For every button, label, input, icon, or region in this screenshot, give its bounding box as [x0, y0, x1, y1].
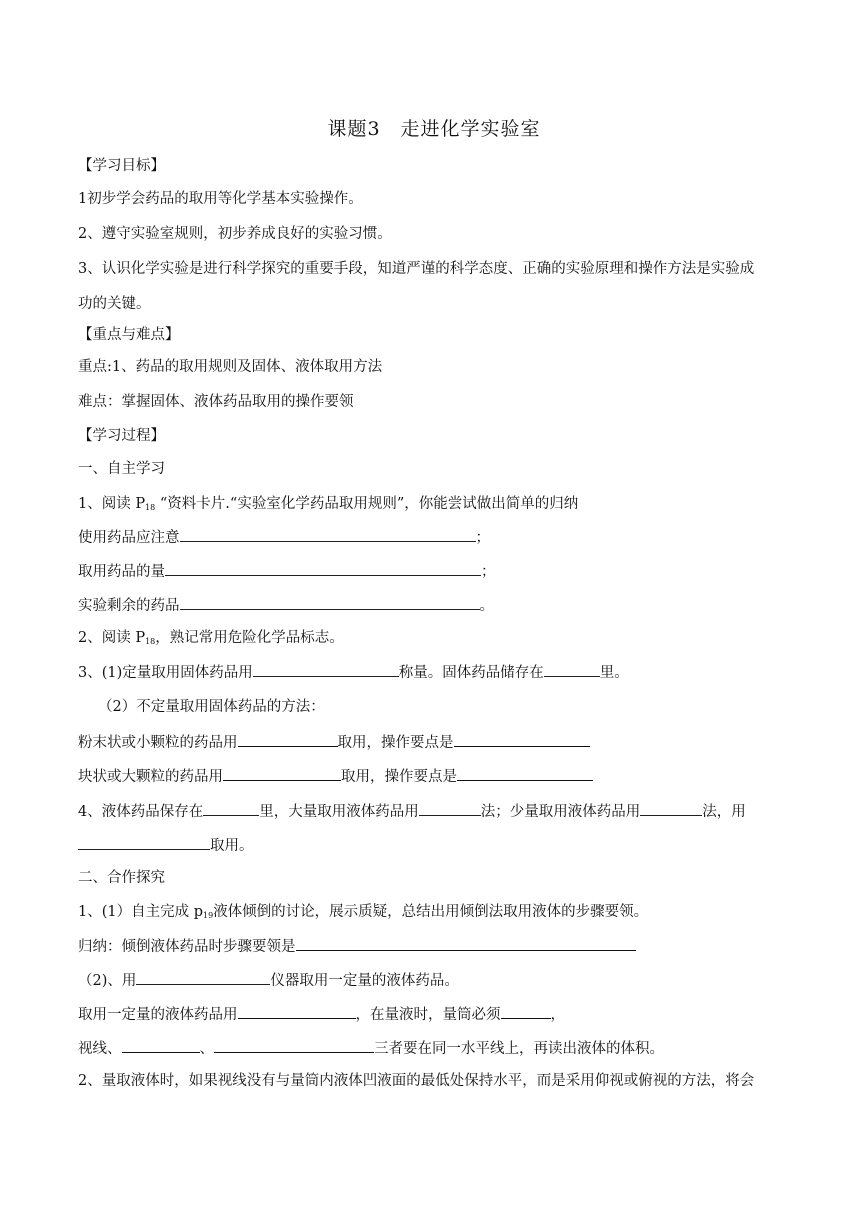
coop-sight-blank-2[interactable] [214, 1038, 374, 1053]
q1-a-blank[interactable] [180, 527, 476, 542]
question-4-cont [78, 835, 254, 856]
q3-powder-mid: 取用，操作要点是 [337, 735, 454, 751]
q4-blank-1[interactable] [203, 801, 259, 816]
coop-q1-prefix: 1、(1）自主完成 p [78, 904, 203, 920]
q4-mid1: 里，大量取用液体药品用 [259, 804, 419, 820]
q3-block-label: 块状或大颗粒的药品用 [78, 769, 223, 785]
page-title: 课题3 走进化学实验室 [327, 118, 541, 140]
q3-powder-blank-1[interactable] [238, 732, 338, 747]
difficulty: 难点：掌握固体、液体药品取用的操作要领 [78, 394, 354, 410]
process-heading: 【学习过程】 [78, 428, 165, 444]
q1-a [78, 527, 490, 548]
question-3a [78, 662, 629, 683]
goal-2: 2、遵守实验室规则，初步养成良好的实验习惯。 [78, 226, 392, 242]
coop-q1b [78, 970, 459, 991]
coop-q1b-prefix: （2)、用 [78, 973, 137, 989]
q3-a-mid: 称量。固体药品储存在 [398, 665, 544, 681]
coop-measure-end: ， [550, 1007, 565, 1023]
q3-a-end: 里。 [599, 665, 629, 681]
q3-block [78, 766, 593, 787]
q4-blank-4[interactable] [78, 835, 210, 850]
q1-page-sub: 18 [145, 503, 156, 512]
coop-heading: 二、合作探究 [78, 870, 165, 886]
coop-q1 [78, 902, 648, 926]
q3-a-blank-2[interactable] [544, 662, 600, 677]
q4-mid3: 法，用 [702, 804, 746, 820]
coop-summary-blank[interactable] [296, 936, 636, 951]
coop-q1-sub: 19 [203, 911, 214, 920]
coop-q1b-blank[interactable] [136, 970, 270, 985]
question-4 [78, 801, 746, 822]
q3-powder [78, 732, 590, 753]
goals-heading: 【学习目标】 [78, 158, 165, 174]
coop-summary [78, 936, 636, 957]
q3-powder-label: 粉末状或小颗粒的药品用 [78, 735, 238, 751]
q3-powder-blank-2[interactable] [454, 732, 590, 747]
coop-sight [78, 1038, 664, 1059]
goal-3-line-1: 3、认识化学实验是进行科学探究的重要手段，知道严谨的科学态度、正确的实验原理和操作方法是实验成 [78, 261, 755, 277]
coop-sight-mid: 、 [199, 1041, 214, 1057]
q1-c-blank[interactable] [180, 595, 480, 610]
q1-c-label: 实验剩余的药品 [78, 598, 180, 614]
coop-q1-suffix: 液体倾倒的讨论，展示质疑，总结出用倾倒法取用液体的步骤要领。 [213, 904, 649, 920]
q3-a-prefix: 3、(1)定量取用固体药品用 [78, 665, 253, 681]
q2-prefix: 2、阅读 P [78, 630, 146, 646]
q1-suffix: “资料卡片.“实验室化学药品取用规则”，你能尝试做出简单的归纳 [155, 496, 579, 512]
question-1 [78, 494, 578, 518]
q4-blank-3[interactable] [640, 801, 702, 816]
coop-sight-end: 三者要在同一水平线上，再读出液体的体积。 [374, 1041, 664, 1057]
q1-prefix: 1、阅读 P [78, 496, 146, 512]
q3-block-blank-2[interactable] [457, 766, 593, 781]
q1-c-end: 。 [479, 598, 494, 614]
coop-sight-prefix: 视线、 [78, 1041, 122, 1057]
q1-b-label: 取用药品的量 [78, 564, 165, 580]
coop-sight-blank-1[interactable] [122, 1038, 200, 1053]
question-3b: （2）不定量取用固体药品的方法： [98, 699, 325, 715]
q3-block-blank-1[interactable] [223, 766, 341, 781]
coop-measure-prefix: 取用一定量的液体药品用 [78, 1007, 238, 1023]
q4-prefix: 4、液体药品保存在 [78, 804, 204, 820]
goal-1: 1初步学会药品的取用等化学基本实验操作。 [78, 191, 363, 207]
q2-page-sub: 18 [145, 637, 156, 646]
q1-b-end: ； [481, 564, 496, 580]
q3-a-blank-1[interactable] [253, 662, 399, 677]
coop-q1b-suffix: 仪器取用一定量的液体药品。 [270, 973, 459, 989]
self-study-heading: 一、自主学习 [78, 461, 165, 477]
coop-measure [78, 1004, 565, 1025]
coop-measure-blank-2[interactable] [501, 1004, 551, 1019]
coop-measure-blank-1[interactable] [238, 1004, 356, 1019]
goal-3-line-2: 功的关键。 [78, 296, 151, 312]
q3-block-mid: 取用，操作要点是 [341, 769, 457, 785]
q4-end: 取用。 [210, 838, 254, 854]
q4-blank-2[interactable] [419, 801, 481, 816]
q2-suffix: ，熟记常用危险化学品标志。 [155, 630, 344, 646]
q1-c [78, 595, 494, 616]
coop-q2: 2、量取液体时，如果视线没有与量筒内液体凹液面的最低处保持水平，而是采用仰视或俯视的方法，将会 [78, 1073, 755, 1089]
q1-b [78, 561, 496, 582]
q1-a-label: 使用药品应注意 [78, 530, 180, 546]
key-point: 重点:1、药品的取用规则及固体、液体取用方法 [78, 359, 383, 375]
question-2 [78, 628, 344, 652]
coop-measure-mid: ，在量液时，量筒必须 [355, 1007, 501, 1023]
q4-mid2: 法；少量取用液体药品用 [480, 804, 641, 820]
q1-b-blank[interactable] [165, 561, 481, 576]
q1-a-end: ； [475, 530, 490, 546]
key-heading: 【重点与难点】 [78, 327, 180, 343]
coop-summary-label: 归纳：倾倒液体药品时步骤要领是 [78, 939, 296, 955]
